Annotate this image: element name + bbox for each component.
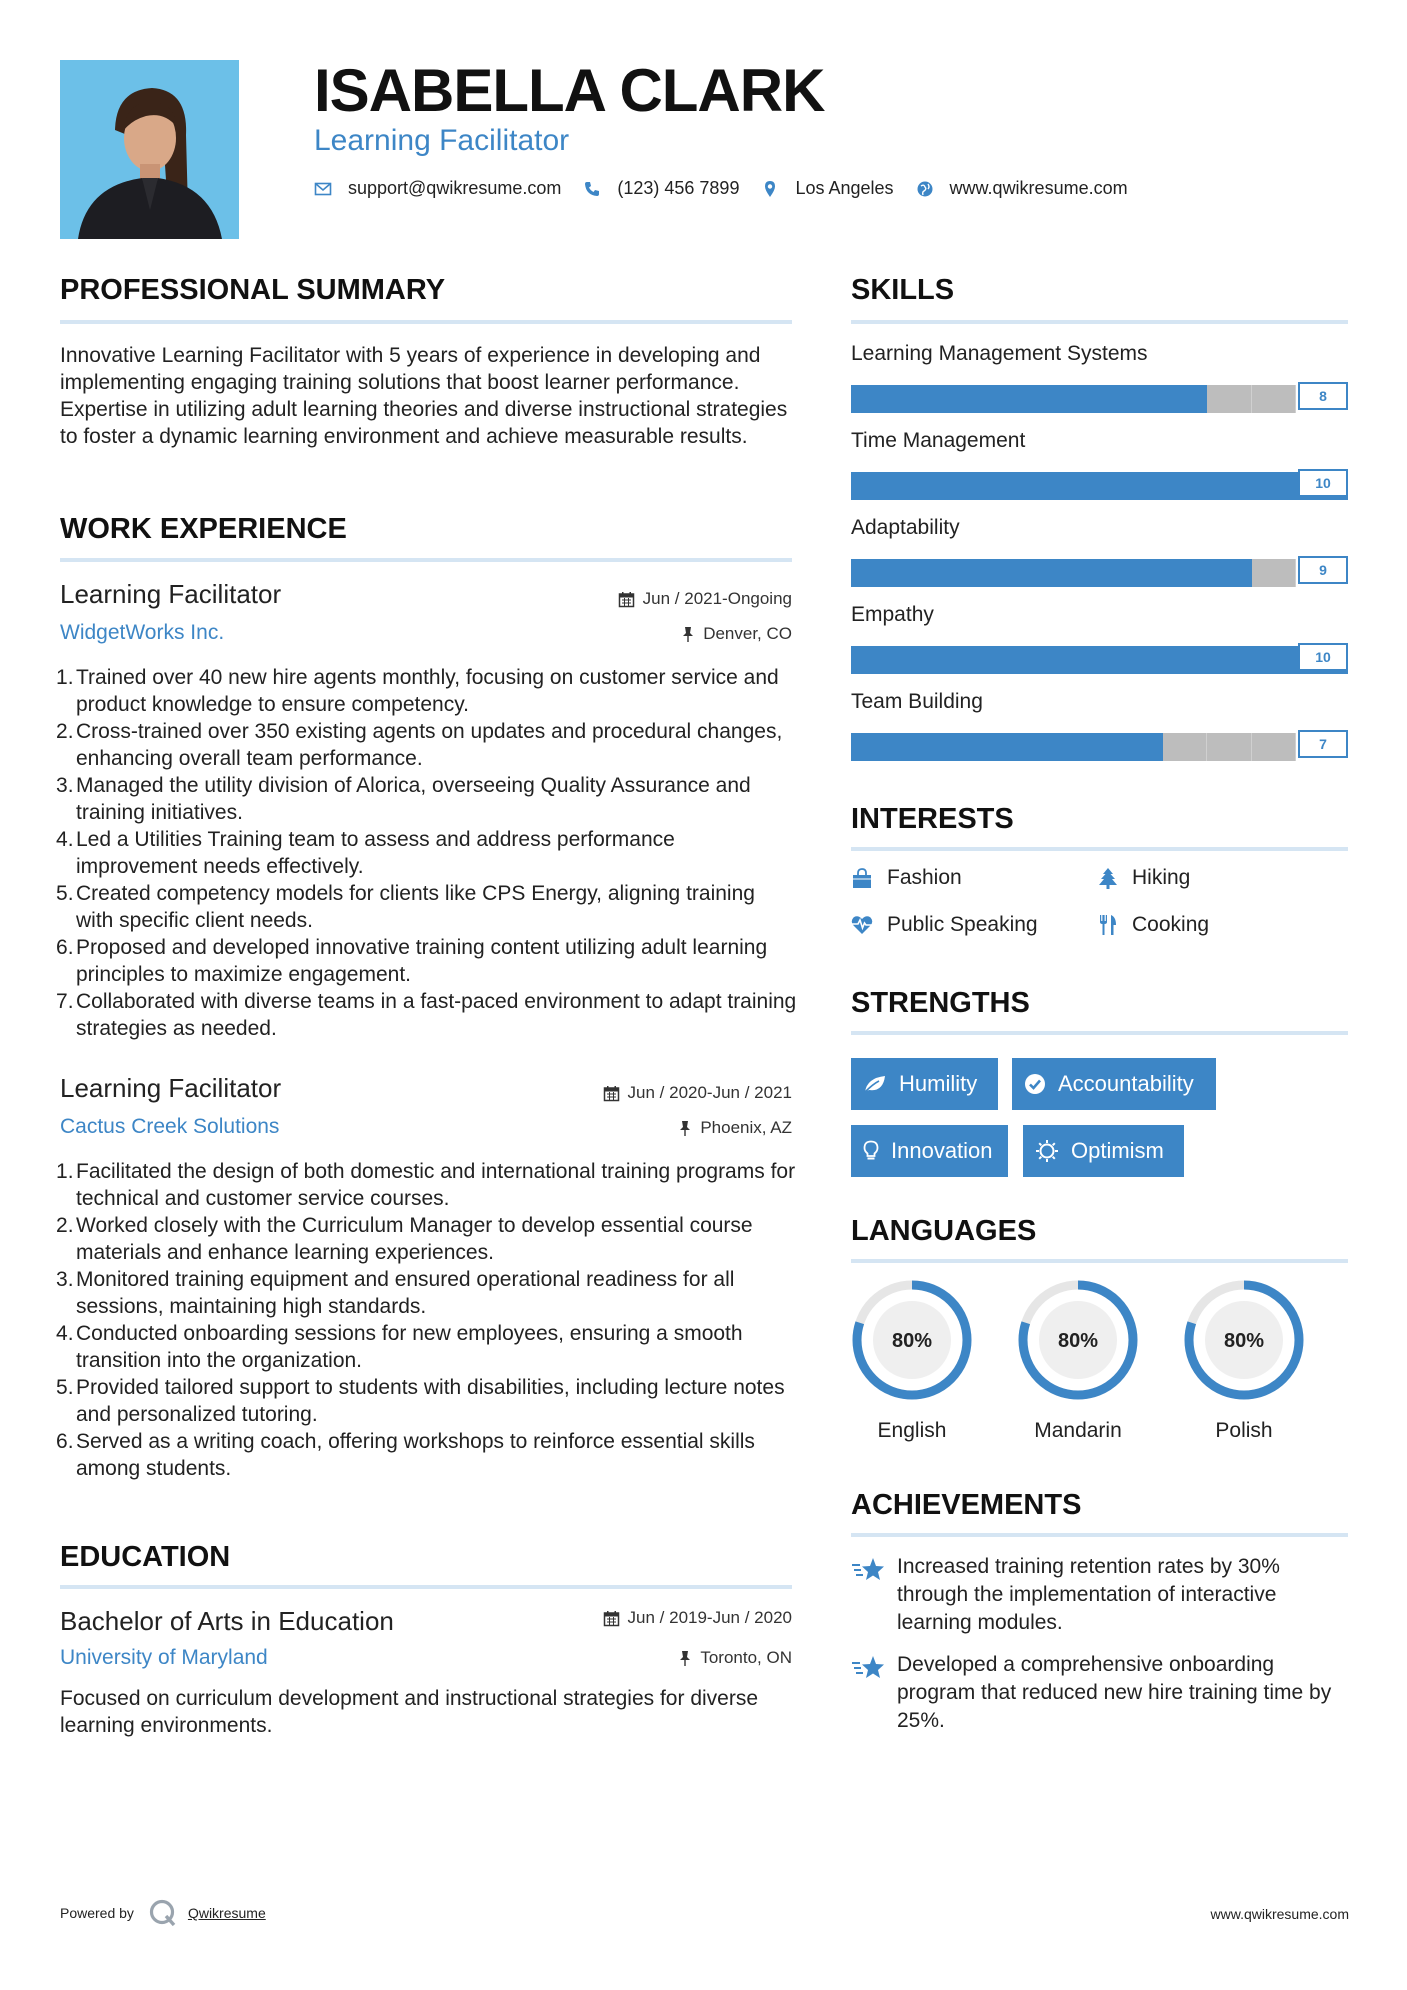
contact-location: Los Angeles bbox=[795, 178, 894, 198]
skill-bar-fill bbox=[851, 559, 1252, 587]
strength-tag bbox=[1023, 1125, 1184, 1177]
globe-icon bbox=[916, 180, 934, 198]
interest-label: Public Speaking bbox=[887, 913, 1038, 936]
interests-heading: INTERESTS bbox=[851, 803, 1014, 835]
language-item bbox=[1008, 1279, 1148, 1459]
experience-heading: WORK EXPERIENCE bbox=[60, 513, 347, 545]
interest-label: Hiking bbox=[1132, 866, 1191, 889]
interest-label: Cooking bbox=[1132, 913, 1210, 936]
heartbeat-icon bbox=[851, 915, 873, 935]
achievement-text: Developed a comprehensive onboarding program that reduced new hire training time by 25%. bbox=[897, 1653, 1332, 1732]
job-company[interactable]: WidgetWorks Inc. bbox=[60, 621, 225, 644]
language-name: Polish bbox=[1215, 1419, 1273, 1442]
list-item: Managed the utility division of Alorica, overseeing Quality Assurance and training initiatives. bbox=[76, 774, 751, 824]
check-circle-icon bbox=[1024, 1073, 1046, 1095]
summary-rule bbox=[60, 320, 792, 324]
list-item: Conducted onboarding sessions for new employees, ensuring a smooth transition into the organization. bbox=[76, 1322, 743, 1372]
skills-rule bbox=[851, 320, 1348, 324]
qwikresume-logo-icon bbox=[148, 1898, 178, 1928]
achievement-text: Increased training retention rates by 30% through the implementation of interactive learning modules. bbox=[897, 1555, 1280, 1634]
list-item: Collaborated with diverse teams in a fast-paced environment to adapt training strategies as needed. bbox=[76, 990, 797, 1040]
achievements-rule bbox=[851, 1533, 1348, 1537]
list-item: Monitored training equipment and ensured operational readiness for all sessions, maintaining high standards. bbox=[76, 1268, 735, 1318]
education-text: Focused on curriculum development and instructional strategies for diverse learning environments. bbox=[60, 1687, 759, 1737]
skill-bar-fill bbox=[851, 733, 1163, 761]
brand-link[interactable]: Qwikresume bbox=[187, 1905, 266, 1921]
pushpin-icon bbox=[678, 1120, 692, 1137]
language-percent: 80% bbox=[1057, 1330, 1099, 1352]
skill-label: Time Management bbox=[851, 429, 1026, 452]
degree-title: Bachelor of Arts in Education bbox=[60, 1606, 394, 1636]
language-name: English bbox=[877, 1419, 947, 1442]
profile-photo-illustration bbox=[60, 60, 239, 239]
achievements-heading: ACHIEVEMENTS bbox=[851, 1489, 1082, 1521]
pushpin-icon bbox=[678, 1650, 692, 1667]
skill-bar-fill bbox=[851, 646, 1348, 674]
footer-powered bbox=[60, 1898, 266, 1928]
skill-bar bbox=[851, 382, 1348, 413]
language-ring bbox=[1183, 1279, 1305, 1401]
lightbulb-icon bbox=[863, 1140, 879, 1162]
skills-heading: SKILLS bbox=[851, 274, 955, 306]
skill-level-badge: 10 bbox=[1298, 643, 1348, 671]
calendar-icon bbox=[603, 1085, 620, 1102]
language-percent: 80% bbox=[891, 1330, 933, 1352]
languages-rule bbox=[851, 1259, 1348, 1263]
list-item: Provided tailored support to students with disabilities, including lecture notes and personalized tutoring. bbox=[76, 1376, 785, 1426]
interest-item bbox=[1098, 866, 1190, 890]
job-dates bbox=[552, 1083, 792, 1103]
list-item: Facilitated the design of both domestic and international training programs for technical and customer service courses. bbox=[76, 1160, 796, 1210]
strength-tag bbox=[851, 1125, 1008, 1177]
achievement-item bbox=[851, 1651, 1348, 1735]
skill-level-badge: 10 bbox=[1298, 469, 1348, 497]
phone-icon bbox=[583, 180, 601, 198]
education-dates-text: Jun / 2019-Jun / 2020 bbox=[627, 1608, 792, 1627]
languages-heading: LANGUAGES bbox=[851, 1215, 1037, 1247]
job-location-text: Denver, CO bbox=[703, 624, 792, 643]
skill-bar bbox=[851, 469, 1348, 500]
job-dates-text: Jun / 2021-Ongoing bbox=[642, 589, 792, 608]
job-dates bbox=[552, 589, 792, 609]
language-name: Mandarin bbox=[1034, 1419, 1122, 1442]
sun-icon bbox=[1035, 1139, 1059, 1163]
interest-item bbox=[1098, 913, 1209, 937]
education-dates bbox=[552, 1608, 792, 1628]
pushpin-icon bbox=[681, 626, 695, 643]
skill-label: Learning Management Systems bbox=[851, 342, 1148, 365]
candidate-title: Learning Facilitator bbox=[314, 124, 570, 157]
contact-phone[interactable]: (123) 456 7899 bbox=[617, 178, 740, 198]
education-heading: EDUCATION bbox=[60, 1541, 231, 1573]
education-location-text: Toronto, ON bbox=[700, 1648, 792, 1667]
strength-label: Innovation bbox=[891, 1138, 993, 1163]
trophy-star-icon bbox=[851, 1653, 885, 1683]
list-item: Served as a writing coach, offering workshops to reinforce essential skills among students. bbox=[76, 1430, 755, 1480]
map-pin-icon bbox=[761, 180, 779, 198]
job-company[interactable]: Cactus Creek Solutions bbox=[60, 1115, 280, 1138]
tree-icon bbox=[1098, 867, 1118, 889]
candidate-name: ISABELLA CLARK bbox=[314, 57, 825, 124]
skill-bar bbox=[851, 730, 1348, 761]
language-ring bbox=[851, 1279, 973, 1401]
job-bullets bbox=[58, 1158, 798, 1482]
skill-label: Team Building bbox=[851, 690, 983, 713]
strength-label: Humility bbox=[899, 1071, 978, 1096]
strengths-heading: STRENGTHS bbox=[851, 987, 1030, 1019]
trophy-star-icon bbox=[851, 1555, 885, 1585]
summary-text: Innovative Learning Facilitator with 5 years of experience in developing and implementing engaging training solutions that boost learner performance. Expertise in utilizing adult learning theories and diverse instructional strategies to foster a dynamic learning environment and achieve measurable results. bbox=[60, 344, 788, 448]
strength-label: Optimism bbox=[1071, 1138, 1164, 1163]
interests-rule bbox=[851, 847, 1348, 851]
leaf-icon bbox=[863, 1074, 887, 1094]
strength-label: Accountability bbox=[1058, 1071, 1194, 1096]
education-rule bbox=[60, 1585, 792, 1589]
calendar-icon bbox=[603, 1610, 620, 1627]
job-bullets bbox=[58, 664, 798, 1042]
contact-bar bbox=[314, 178, 1150, 199]
skill-bar bbox=[851, 643, 1348, 674]
skill-bar-fill bbox=[851, 385, 1207, 413]
list-item: Trained over 40 new hire agents monthly, focusing on customer service and product knowledge to ensure competency. bbox=[76, 666, 779, 716]
contact-website[interactable]: www.qwikresume.com bbox=[949, 178, 1128, 198]
summary-heading: PROFESSIONAL SUMMARY bbox=[60, 274, 446, 306]
skill-bar-fill bbox=[851, 472, 1348, 500]
footer-website[interactable]: www.qwikresume.com bbox=[1210, 1906, 1349, 1922]
job-location-text: Phoenix, AZ bbox=[700, 1118, 792, 1137]
strengths-rule bbox=[851, 1031, 1348, 1035]
profile-photo bbox=[60, 60, 239, 239]
school-name[interactable]: University of Maryland bbox=[60, 1646, 268, 1669]
job-dates-text: Jun / 2020-Jun / 2021 bbox=[627, 1083, 792, 1102]
strength-tag bbox=[1012, 1058, 1216, 1110]
skill-label: Empathy bbox=[851, 603, 934, 626]
language-item bbox=[1174, 1279, 1314, 1459]
shopping-bag-icon bbox=[851, 867, 873, 889]
list-item: Cross-trained over 350 existing agents on updates and procedural changes, enhancing overall team performance. bbox=[76, 720, 783, 770]
language-percent: 80% bbox=[1223, 1330, 1265, 1352]
list-item: Led a Utilities Training team to assess and address performance improvement needs effectively. bbox=[76, 828, 675, 878]
list-item: Worked closely with the Curriculum Manager to develop essential course materials and enhance learning experiences. bbox=[76, 1214, 753, 1264]
utensils-icon bbox=[1098, 914, 1118, 936]
education-location bbox=[552, 1648, 792, 1668]
list-item: Proposed and developed innovative training content utilizing adult learning principles to maximize engagement. bbox=[76, 936, 768, 986]
job-title: Learning Facilitator bbox=[60, 579, 282, 609]
envelope-icon bbox=[314, 180, 332, 198]
powered-by-text: Powered by bbox=[60, 1905, 134, 1921]
list-item: Created competency models for clients like CPS Energy, aligning training with specific client needs. bbox=[76, 882, 755, 932]
job-location bbox=[552, 1118, 792, 1138]
job-location bbox=[552, 624, 792, 644]
skill-level-badge: 7 bbox=[1298, 730, 1348, 758]
language-ring bbox=[1017, 1279, 1139, 1401]
contact-email[interactable]: support@qwikresume.com bbox=[348, 178, 562, 198]
interest-label: Fashion bbox=[887, 866, 962, 889]
experience-rule bbox=[60, 558, 792, 562]
strength-tag bbox=[851, 1058, 998, 1110]
interest-item bbox=[851, 913, 1038, 937]
achievement-item bbox=[851, 1553, 1348, 1637]
skill-label: Adaptability bbox=[851, 516, 960, 539]
job-title: Learning Facilitator bbox=[60, 1073, 282, 1103]
skill-bar bbox=[851, 556, 1348, 587]
interest-item bbox=[851, 866, 962, 890]
calendar-icon bbox=[618, 591, 635, 608]
language-item bbox=[842, 1279, 982, 1459]
skill-level-badge: 9 bbox=[1298, 556, 1348, 584]
skill-level-badge: 8 bbox=[1298, 382, 1348, 410]
